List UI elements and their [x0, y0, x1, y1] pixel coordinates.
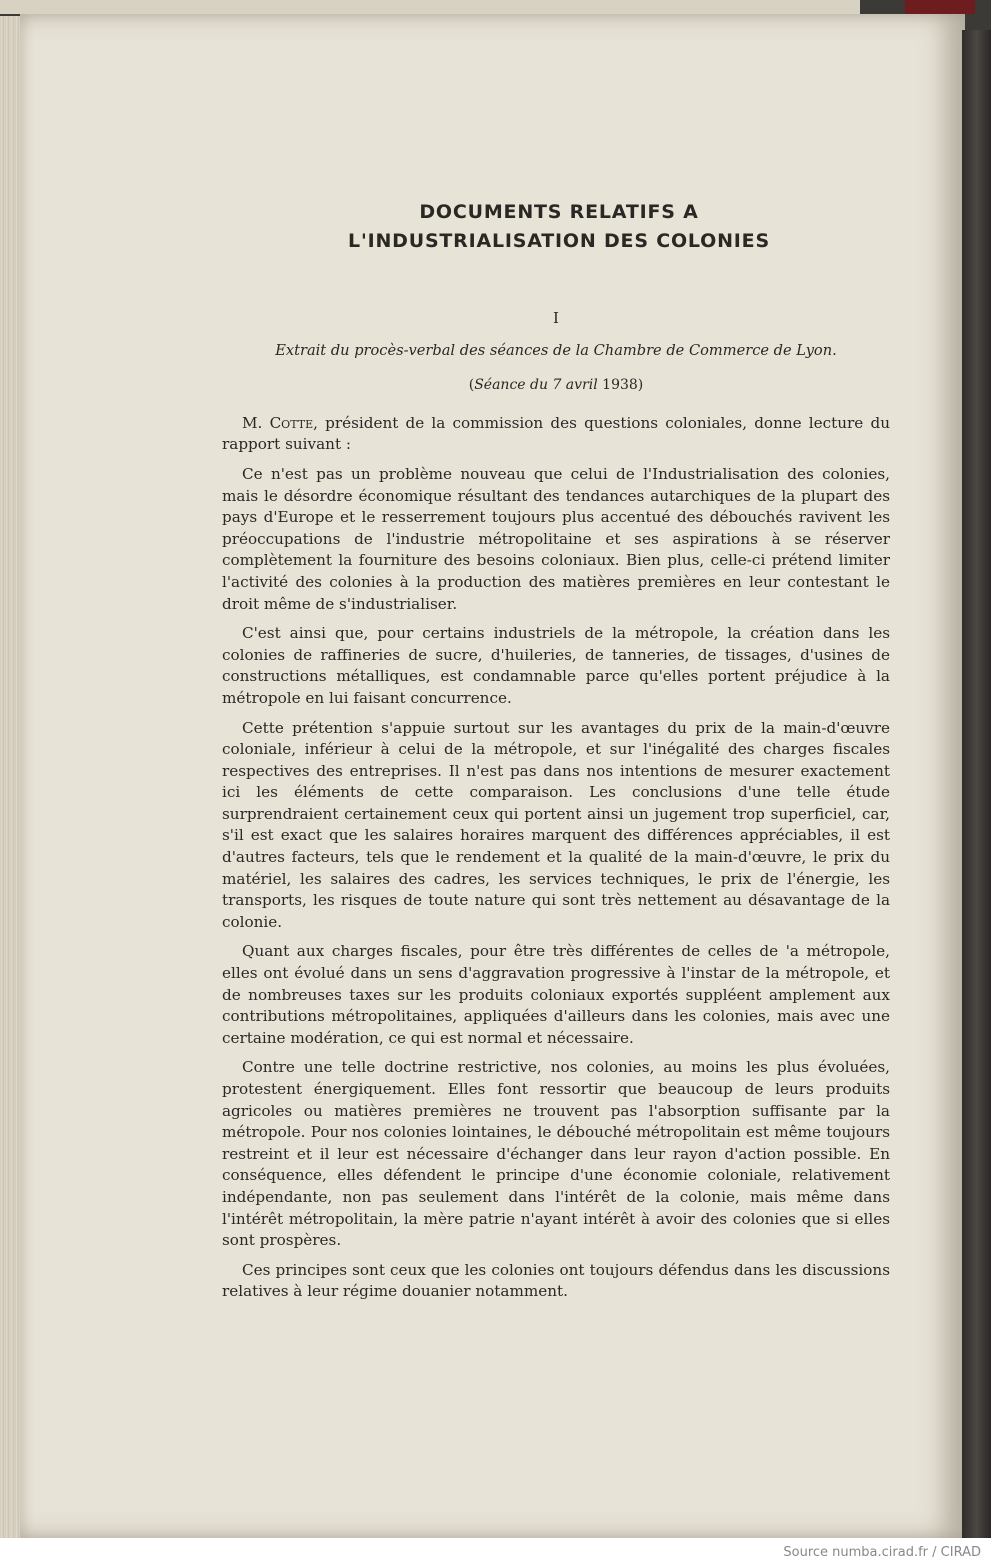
document-body [222, 198, 890, 1303]
page-right-shadow [962, 30, 991, 1538]
paragraph-1-text: , président de la commission des questions coloniales, donne lecture du rapport suivant : [222, 413, 890, 454]
paragraph-7: Ces principes sont ceux que les colonies ont toujours défendus dans les discussions relatives à leur régime douanier notamment. [222, 1260, 890, 1301]
title-line-1: DOCUMENTS RELATIFS A [419, 201, 699, 223]
section-number: I [553, 309, 559, 327]
paragraph-4: Cette prétention s'appuie surtout sur les avantages du prix de la main-d'œuvre coloniale, inférieur à celui de la métropole, et sur l'inégalité des charges fiscales respectives des entreprises. Il n'est pas dans nos intentions de mesurer exactement ici les éléments de cette comparaison. Les conclusions d'une telle étude surprendraient certainement ceux qui portent ainsi un jugement trop superficiel, car, s'il est exact que les salaires horaires marquent des différences appréciables, il est d'autres facteurs, tels que le rendement et la qualité de la main-d'œuvre, le prix du matériel, les salaires des cadres, les services techniques, le prix de l'énergie, les transports, les risques de toute nature qui sont très nettement au désavantage de la colonie. [222, 718, 890, 931]
binding-edge [905, 0, 975, 14]
seance-year: 1938) [602, 377, 644, 394]
paragraph-5: Quant aux charges fiscales, pour être très différentes de celles de 'a métropole, elles ont évolué dans un sens d'aggravation progressive à l'instar de la métropole, et de nombreuses taxes sur les produits coloniaux exportés suppléent amplement aux contributions métropolitaines, appliquées d'ailleurs dans les colonies, mais avec une certaine modération, ce qui est normal et nécessaire. [222, 942, 890, 1047]
paragraph-2: Ce n'est pas un problème nouveau que celui de l'Industrialisation des colonies, mais le désordre économique résultant des tendances autarchiques de la plupart des pays d'Europe et le resserrement toujours plus accentué des débouchés ravivent les préoccupations de l'industrie métropolitaine et ses aspirations à se réserver complètement la fourniture des besoins coloniaux. Bien plus, celle-ci prétend limiter l'activité des colonies à la production des matières premières en leur contestant le droit même de s'industrialiser. [222, 464, 890, 613]
top-paper-strip [0, 0, 860, 14]
seance-text: Séance du 7 avril [474, 377, 598, 394]
source-footer [0, 1538, 991, 1566]
title-line-2: L'INDUSTRIALISATION DES COLONIES [348, 230, 770, 252]
extract-heading: Extrait du procès-verbal des séances de la Chambre de Commerce de Lyon. [275, 341, 837, 359]
paragraph-1 [222, 413, 890, 456]
document-title [222, 198, 890, 256]
seance-date [222, 375, 890, 397]
source-credit: Source numba.cirad.fr / CIRAD [783, 1545, 981, 1560]
paragraph-3: C'est ainsi que, pour certains industriels de la métropole, la création dans les colonies de raffineries de sucre, d'huileries, de tanneries, de tissages, d'usines de constructions métalliques, est condamnable parce qu'elles portent préjudice à la métropole en lui faisant concurrence. [222, 624, 890, 707]
page-stack-edge [0, 16, 20, 1538]
seance-open: ( [468, 377, 475, 394]
paragraph-6: Contre une telle doctrine restrictive, nos colonies, au moins les plus évoluées, protestent énergiquement. Elles font ressortir que beaucoup de leurs produits agricoles ou matières premières ne trouvent pas l'absorption suffisante par la métropole. Pour nos colonies lointaines, le débouché métropolitain est même toujours restreint et il leur est nécessaire d'échanger dans leur rayon d'action possible. En conséquence, elles défendent le principe d'une économie coloniale, relativement indépendante, non pas seulement dans l'intérêt de la colonie, mais même dans l'intérêt métropolitain, la mère patrie n'ayant intérêt à avoir des colonies que si elles sont prospères. [222, 1058, 890, 1250]
speaker-name: M. Cotte [242, 413, 314, 432]
